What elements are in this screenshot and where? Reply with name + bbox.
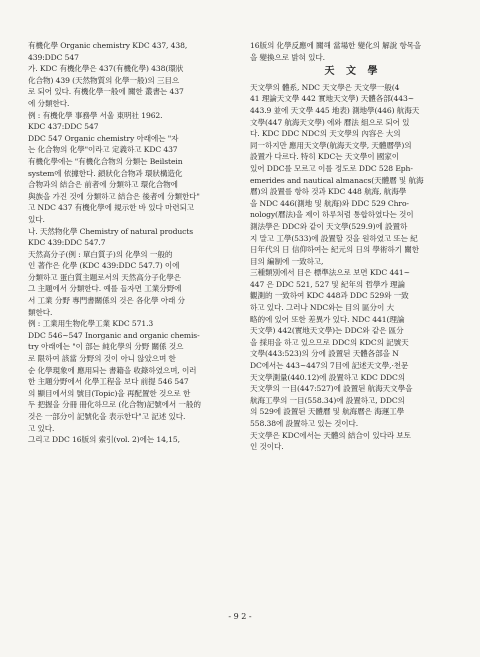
text-line: 16版의 化學反應에 關해 當場한 變化의 解說 항목을 [250, 41, 422, 50]
text-line: 있어 DDC를 모르고 이를 정도로 DDC 528 Eph- [250, 163, 413, 173]
text-line: 서 工業 分野 專門書關係의 것은 各化學 아래 分 [28, 296, 186, 306]
text-line: KDC 437:DDC 547 [28, 122, 99, 132]
text-line: emerides and nautical almanacs(天體曆 및 航海 [250, 175, 424, 185]
text-line: 天文學測量(440.12)에 設置하고 KDC DDC의 [250, 372, 405, 382]
text-line: 天文學은 KDC에서는 天體의 結合이 있다라 보토 [250, 430, 411, 440]
text-line: 天然高分子(例 : 單白質子)의 化學의 一般的 [28, 249, 173, 259]
text-line: 인 著作은 化學 (KDC 439:DDC 547.7) 이에 [28, 261, 180, 271]
text-line: DDC 547 Organic chemistry 아래에는 "자 [28, 133, 179, 143]
text-line: 두 把握을 分冊 冊化하므로 (化合物)記號에서 一般的 [28, 400, 201, 410]
text-line: 가. KDC 有機化學은 437(有機化學) 438(環狀 [28, 64, 184, 74]
text-line: 439:DDC 547 [28, 52, 79, 62]
text-line: 化合物) 439 (天然物質의 化學一般)의 三目으 [28, 75, 180, 85]
text-line: 로 되어 있다. 有機化學一般에 關한 叢書는 437 [28, 87, 184, 97]
text-line: 로 限하여 該當 分野의 것이 아니 않았으며 한 [28, 354, 176, 364]
text-line: 인 것이다. [250, 442, 284, 452]
text-line: 文學(447 航海天文學) 에와 曆法 組으로 되어 있 [250, 117, 410, 127]
text-line: 의 529에 設置된 天體曆 및 航海曆은 海運工學 [250, 407, 405, 417]
text-line: 그리고 DDC 16版의 索引(vol. 2)에는 14,15, [28, 435, 180, 445]
text-line: 與族을 가진 것에 分類하고 結合은 後者에 分類한다" [28, 191, 200, 201]
text-line: 三種類別에서 目은 標準法으로 보면 KDC 441~ [250, 268, 410, 278]
text-line: 觀測的 一致하여 KDC 448과 DDC 529와 一致 [250, 291, 409, 301]
text-line: system에 依據한다. 鎖狀化合物과 環狀構造化 [28, 168, 183, 178]
text-line: 하고 있다. 그러나 NDC와는 目의 區分이 大 [250, 303, 395, 313]
text-line: 있다. [28, 214, 45, 224]
text-line: 同一하지만 應用天文學(航海天文學, 天體曆學)의 [250, 140, 412, 150]
text-line: 순 化學現象에 應用되는 書籍을 收錄하였으며, 이러 [28, 365, 197, 375]
text-line: 다. KDC DDC NDC의 天文學의 內容은 大의 [250, 129, 401, 139]
text-line: 曆)의 設置를 항하 것과 KDC 448 航海, 航海學 [250, 187, 407, 197]
text-line: 類한다. [28, 307, 53, 317]
text-line: 고 NDC 437 有機化學에 規示한 바 있다 마련되고 [28, 203, 194, 213]
text-line: 目의 編制에 一致하고, [250, 256, 324, 266]
text-line: 略的에 있어 또한 差異가 있다. NDC 441(理論 [250, 314, 405, 324]
text-line: DDC 546~547 Inorganic and organic chemis- [28, 330, 200, 340]
text-line: 文學(443:523)의 分에 設置된 天體各部을 N [250, 349, 399, 359]
text-line: 의 顯目에서의 號目(Topic)을 再配置한 것으로 한 [28, 388, 191, 398]
text-line: 日年代의 日 信仰하여는 紀元의 日의 學術하기 關한 [250, 245, 419, 255]
section-heading: 天 文 學 [324, 66, 382, 78]
text-line: 지 말고 工學(533)에 設置할 것을 원하였고 또는 紀 [250, 233, 418, 243]
text-line: 에 分類한다. [28, 98, 70, 108]
text-line: DC에서는 443~447의 7目에 記述天文學,·천문 [250, 361, 409, 371]
text-line: 을 採用을 하고 있으므로 DDC의 KDC의 記號天 [250, 337, 409, 347]
text-line: 41 理論天文學 442 實地天文學) 天體各部(443~ [250, 94, 415, 104]
text-line: 는 化合物의 化學"이라고 定義하고 KDC 437 [28, 145, 178, 155]
text-line: 558.38에 設置하고 있는 것이다. [250, 419, 359, 428]
text-line: try 아래에는 "이 部는 純化學의 分野 關係 것으 [28, 342, 184, 352]
left-column [28, 40, 234, 446]
text-line: 을 變換으로 밝혀 있다. [250, 52, 325, 62]
text-line: 을 NDC 446(測地 및 航海)와 DDC 529 Chro- [250, 198, 409, 208]
text-line: 고 있다. [28, 423, 55, 433]
text-line: 航海工學의 一目(558.34)에 設置하고, DDC의 [250, 395, 405, 405]
text-line: 443.9 並에 天文學 445 地表) 測地學(446) 航海天 [250, 105, 420, 115]
text-line: 測法學은 DDC와 같이 天文學(529.9)에 設置하 [250, 221, 408, 231]
text-line: 나. 天然物化學 Chemistry of natural products [28, 226, 194, 236]
text-line: 한 主題分野에서 化學工程을 보다 前提 546 547 [28, 377, 189, 387]
text-line: 그 主題에서 分類한다. 예를 들자면 工業分野에 [28, 284, 182, 294]
text-line: 分類하고 蛋白質主題로서의 天然高分子化學은 [28, 272, 181, 282]
text-line: 合物과의 結合은 前者에 分類하고 環化合物에 [28, 180, 178, 190]
right-column [250, 40, 456, 453]
text-line: KDC 439:DDC 547.7 [28, 238, 106, 248]
text-line: 것은 一部分이 記號化을 表示한다"고 記述 있다. [28, 412, 186, 421]
text-line: 天文學의 一目(447:527)에 設置된 航海天文學을 [250, 384, 413, 394]
text-line: 例 : 有機化學 事務學 서울 東明社 1962. [28, 110, 163, 120]
text-line: nology(曆法)을 제이 하루처럼 통합하였다는 것이 [250, 210, 414, 220]
text-line: 有機化學 Organic chemistry KDC 437, 438, [28, 41, 188, 50]
text-line: 例 : 工業用生物化學工業 KDC 571.3 [28, 319, 154, 329]
text-line: 設置가 다르다. 特히 KDC는 天文學이 國家이 [250, 152, 399, 162]
text-line: 有機化學에는 "有機化合物의 分類는 Beilstein [28, 156, 183, 166]
text-line: 447 은 DDC 521, 527 및 紀年의 哲學가 理論 [250, 279, 405, 289]
text-line: 天文學의 體系, NDC 天文學은 天文學一般(4 [250, 82, 400, 92]
page-number: - 9 2 - [228, 612, 252, 621]
text-line: 天文學) 442(實地天文學)는 DDC와 같은 區分 [250, 326, 404, 336]
